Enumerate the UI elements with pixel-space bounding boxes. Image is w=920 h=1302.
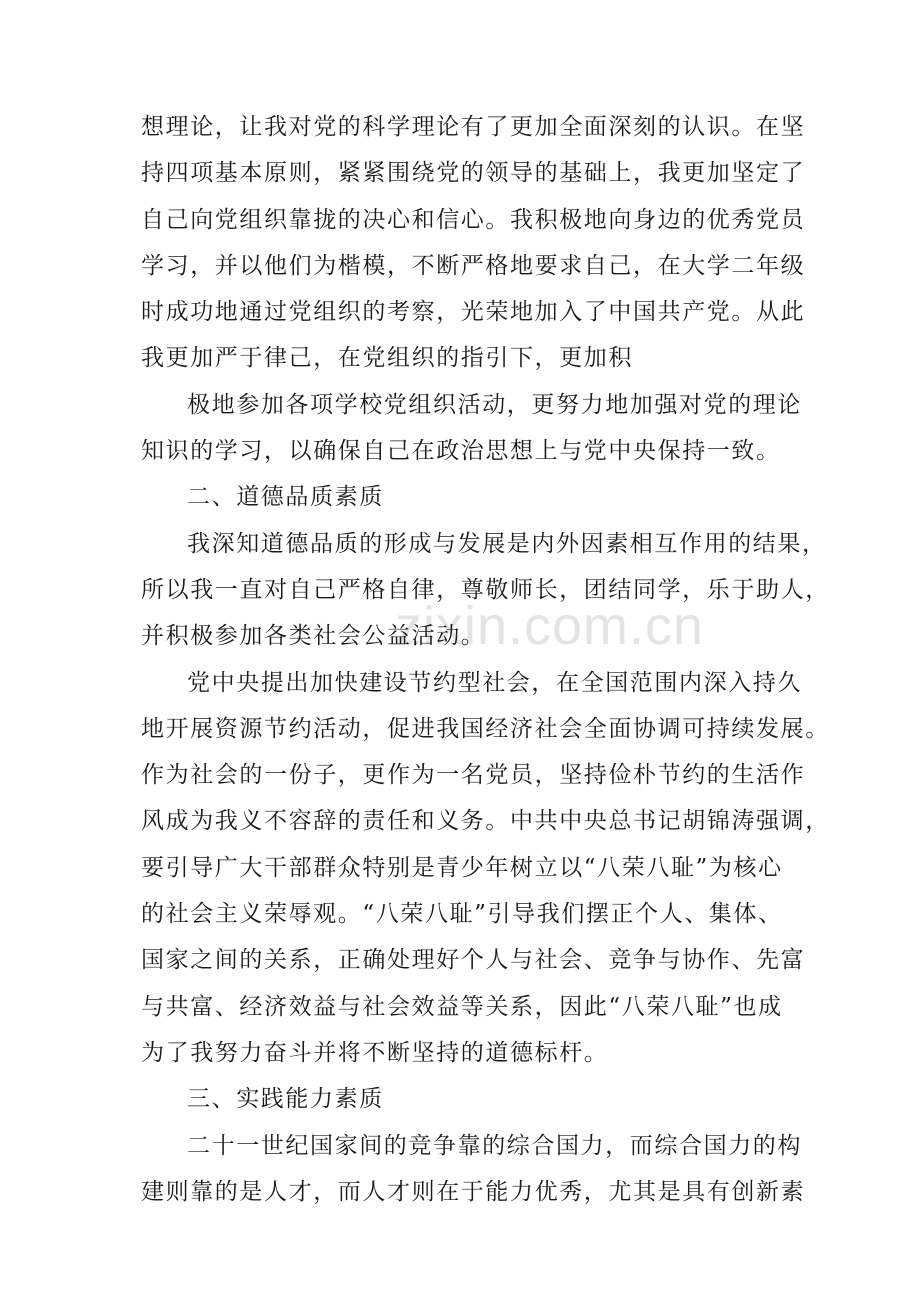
text-line: 地开展资源节约活动，促进我国经济社会全面协调可持续发展。 — [141, 715, 830, 742]
text-line: 要引导广大干部群众特别是青少年树立以“八荣八耻”为核心 — [141, 854, 783, 881]
text-line: 我更加严于律己，在党组织的指引下，更加积 — [141, 345, 633, 372]
document-body — [141, 104, 830, 1215]
text-line: 所以我一直对自己严格自律，尊敬师长，团结同学，乐于助人， — [141, 576, 830, 603]
text-line: 的社会主义荣辱观。“八荣八耻”引导我们摆正个人、集体、 — [141, 901, 783, 928]
text-line: 知识的学习，以确保自己在政治思想上与党中央保持一致。 — [141, 438, 781, 465]
paragraph-start-line: 极地参加各项学校党组织活动，更努力地加强对党的理论 — [187, 391, 802, 418]
paragraph-start-line: 二十一世纪国家间的竞争靠的综合国力，而综合国力的构 — [187, 1132, 802, 1159]
section-heading: 二、道德品质素质 — [187, 484, 384, 511]
text-line: 作为社会的一份子，更作为一名党员，坚持俭朴节约的生活作 — [141, 762, 806, 789]
paragraph-start-line: 党中央提出加快建设节约型社会，在全国范围内深入持久 — [187, 669, 802, 696]
text-line: 并积极参加各类社会公益活动。 — [141, 623, 486, 650]
paragraph-start-line: 我深知道德品质的形成与发展是内外因素相互作用的结果， — [187, 530, 827, 557]
text-line: 自己向党组织靠拢的决心和信心。我积极地向身边的优秀党员 — [141, 206, 806, 233]
text-line: 国家之间的关系，正确处理好个人与社会、竞争与协作、先富 — [141, 947, 806, 974]
text-line: 持四项基本原则，紧紧围绕党的领导的基础上，我更加坚定了 — [141, 160, 806, 187]
text-line: 与共富、经济效益与社会效益等关系，因此“八荣八耻”也成 — [141, 993, 783, 1020]
text-line: 时成功地通过党组织的考察，光荣地加入了中国共产党。从此 — [141, 299, 806, 326]
text-line: 为了我努力奋斗并将不断坚持的道德标杆。 — [141, 1039, 609, 1066]
text-line: 学习，并以他们为楷模，不断严格地要求自己，在大学二年级 — [141, 252, 806, 279]
watermark: zixin.com.cn — [395, 596, 705, 656]
text-line: 风成为我义不容辞的责任和义务。中共中央总书记胡锦涛强调， — [141, 808, 830, 835]
section-heading: 三、实践能力素质 — [187, 1086, 384, 1113]
text-line: 建则靠的是人才，而人才则在于能力优秀，尤其是具有创新素 — [141, 1178, 806, 1205]
text-line: 想理论，让我对党的科学理论有了更加全面深刻的认识。在坚 — [141, 114, 806, 140]
